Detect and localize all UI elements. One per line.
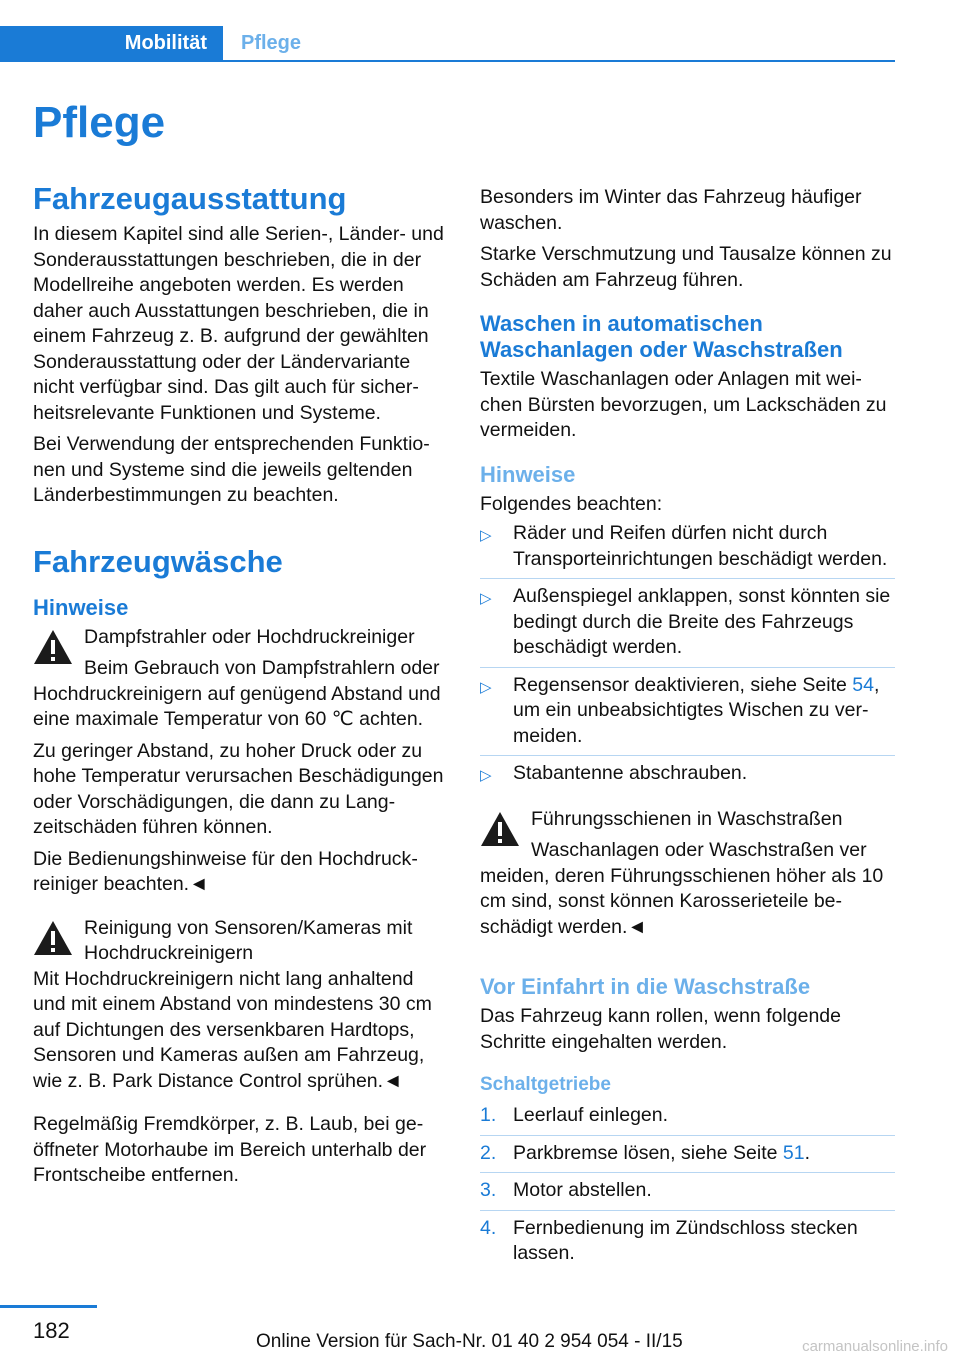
list-item-text: , um ein unbeabsichtigtes Wischen zu vermeiden.	[513, 673, 880, 747]
page-title: Pflege	[33, 98, 166, 147]
list-item	[480, 521, 895, 578]
list-item-text: Regensensor deaktivieren, siehe Seite	[513, 673, 853, 696]
triangle-bullet-icon: ▷	[480, 590, 492, 607]
paragraph-roll: Das Fahrzeug kann rollen, wenn folgende Schritte eingehalten werden.	[480, 1005, 841, 1053]
header-bar	[0, 26, 895, 62]
warning-steam-cleaner	[33, 625, 448, 733]
heading-wash: Fahrzeugwäsche	[33, 543, 283, 579]
warning-guide-rails-body: meiden, deren Führungsschienen höher als 10 cm sind, sonst können Karosserieteile beschädigt werden.◄	[480, 864, 884, 938]
paragraph-dirt: Starke Verschmutzung und Tausalze können zu Schäden am Fahrzeug führen.	[480, 243, 892, 291]
step-number: 3.	[480, 1179, 497, 1201]
right-column	[480, 185, 895, 1273]
warning-sensors	[33, 916, 448, 967]
triangle-bullet-icon: ▷	[480, 527, 492, 544]
warning-guide-rails	[480, 807, 895, 941]
warning-guide-rails-first-line: Waschanlagen oder Waschstraßen ver	[531, 839, 867, 861]
triangle-bullet-icon: ▷	[480, 678, 492, 696]
paragraph-equipment-2: Bei Verwendung der entsprechenden Funktionen und Systeme sind die jeweils geltenden Länderbestimmungen zu beachten.	[33, 433, 430, 506]
paragraph-pressure: Zu geringer Abstand, zu hoher Druck oder zu hohe Temperatur verursachen Beschädigungen oder Vorschädigungen, die dann zu Langzeitschäden führen können.	[33, 739, 444, 838]
tab-pflege[interactable]	[223, 26, 895, 62]
heading-automatic-wash: Waschen in automatischen Waschanlagen oder Waschstraßen	[480, 311, 843, 362]
paragraph-textile: Textile Waschanlagen oder Anlagen mit weichen Bürsten bevorzugen, um Lackschäden zu vermeiden.	[480, 368, 887, 441]
warning-sensors-title: Reinigung von Sensoren/Kameras mit Hochdruckreinigern	[84, 916, 413, 964]
page-link-54[interactable]: 54	[852, 673, 874, 696]
step-number: 2.	[480, 1141, 497, 1164]
tab-mobilitaet-label: Mobilität	[124, 32, 207, 54]
footer-divider	[0, 1305, 97, 1308]
footer-version: Online Version für Sach-Nr. 01 40 2 954 054 - II/15	[256, 1331, 683, 1352]
steps-list	[480, 1103, 895, 1273]
step-number: 4.	[480, 1216, 497, 1239]
list-item	[480, 1172, 895, 1210]
list-item-text: Stabantenne abschrauben.	[513, 762, 748, 784]
warning-steam-title: Dampfstrahler oder Hochdruckreiniger	[84, 625, 415, 648]
list-item-text: Motor abstellen.	[513, 1179, 652, 1201]
list-item	[480, 1210, 895, 1273]
list-item	[480, 1103, 895, 1135]
triangle-bullet-icon: ▷	[480, 767, 492, 784]
heading-notes-right: Hinweise	[480, 461, 576, 487]
list-item	[480, 667, 895, 756]
paragraph-equipment-1: In diesem Kapitel sind alle Serien-, Länder- und Sonderausstattungen beschrieben, die in der Modellreihe angeboten werden. Es werden daher auch Ausstattungen beschrieben, die in einem Fahrzeug z. B. aufgrund der gewählten Sonderausstattung oder der Ländervariante nicht verfügbar sind. Das gilt auch für sicherheitsrelevante Funktionen und Systeme.	[33, 223, 444, 424]
left-column	[33, 180, 448, 1189]
heading-manual-transmission: Schaltgetriebe	[480, 1074, 611, 1095]
watermark: carmanualsonline.info	[802, 1338, 948, 1355]
step-number: 1.	[480, 1104, 497, 1126]
heading-notes-left: Hinweise	[33, 594, 129, 620]
list-item	[480, 578, 895, 667]
warning-steam-first-line: Beim Gebrauch von Dampfstrahlern oder	[84, 657, 440, 679]
warning-guide-rails-title: Führungsschienen in Waschstraßen	[531, 807, 843, 830]
list-item	[480, 755, 895, 793]
warning-triangle-icon	[33, 920, 73, 956]
list-item	[480, 1135, 895, 1173]
tab-mobilitaet[interactable]	[0, 26, 223, 62]
notes-list	[480, 521, 895, 793]
paragraph-winter: Besonders im Winter das Fahrzeug häufiger waschen.	[480, 186, 862, 234]
warning-steam-body: Hochdruckreinigern auf genügend Abstand und eine maximale Temperatur von 60 ℃ achten.	[33, 682, 441, 730]
list-item-text: Fernbedienung im Zündschloss stecken lassen.	[513, 1216, 858, 1264]
page-link-51[interactable]: 51	[782, 1141, 805, 1164]
paragraph-foreign-objects: Regelmäßig Fremdkörper, z. B. Laub, bei geöffneter Motorhaube im Bereich unterhalb der Frontscheibe entfernen.	[33, 1113, 427, 1186]
list-item-text: Parkbremse lösen, siehe Seite	[513, 1141, 783, 1164]
paragraph-instructions: Die Bedienungshinweise für den Hochdruckreiniger beachten.◄	[33, 847, 418, 895]
list-item-text: .	[804, 1141, 811, 1164]
heading-before-entry: Vor Einfahrt in die Waschstraße	[480, 974, 811, 999]
list-item-text: Außenspiegel anklappen, sonst könnten sie bedingt durch die Breite des Fahrzeugs beschädigt werden.	[513, 585, 891, 658]
page-number: 182	[33, 1318, 70, 1343]
list-item-text: Räder und Reifen dürfen nicht durch Transporteinrichtungen beschädigt werden.	[513, 522, 888, 570]
warning-triangle-icon	[33, 629, 73, 665]
paragraph-observe: Folgendes beachten:	[480, 492, 663, 515]
list-item-text: Leerlauf einlegen.	[513, 1104, 669, 1126]
tab-pflege-label: Pflege	[241, 32, 302, 54]
heading-equipment: Fahrzeugausstattung	[33, 181, 347, 216]
warning-triangle-icon	[480, 811, 520, 847]
warning-sensors-body: Mit Hochdruckreinigern nicht lang anhaltend und mit einem Abstand von mindestens 30 cm auf Dichtungen des versenkbaren Hardtops, Sensoren und Kameras außen am Fahrzeug, wie z. B. Park Distance Control sprühen.◄	[33, 967, 432, 1092]
